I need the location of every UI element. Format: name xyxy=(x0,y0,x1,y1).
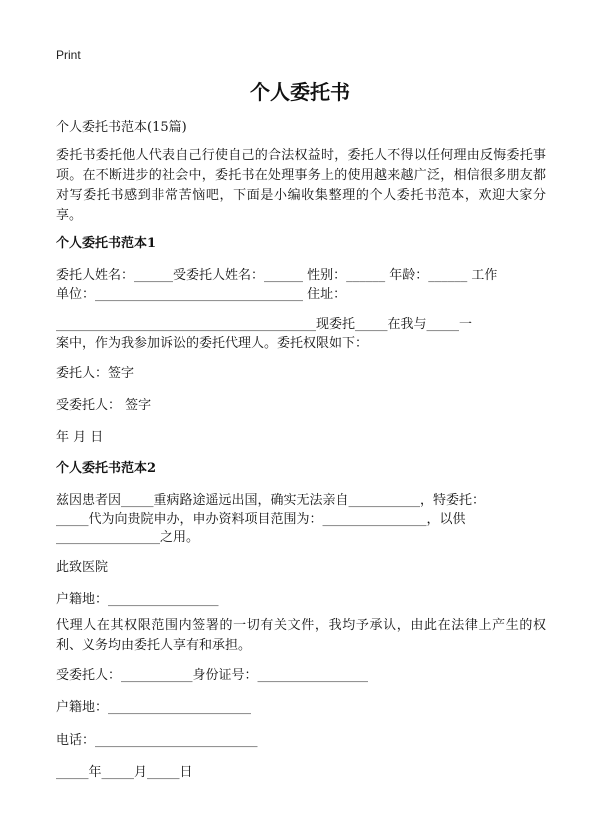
print-link[interactable]: Print xyxy=(56,48,81,62)
sample2-line1: 兹因患者因_____重病路途遥远出国，确实无法亲自___________，特委托： xyxy=(56,493,486,508)
sample2-domicile: 户籍地：_________________ xyxy=(56,592,219,607)
sample2-heading: 个人委托书范本2 xyxy=(56,461,157,476)
sample1-line3: ________________________________________现委托_____在我与_____一 xyxy=(56,317,473,332)
sample2-line2: _____代为向贵院申办，申办资料项目范围为：________________，以供 xyxy=(56,512,466,527)
sample1-line1: 委托人姓名：______受委托人姓名：______ 性别：______ 年龄：______ 工作 xyxy=(56,268,498,283)
sample1-line4: 案中，作为我参加诉讼的委托代理人。委托权限如下： xyxy=(56,336,369,351)
sample2-phone: 电话：_________________________ xyxy=(56,733,258,748)
sample1-heading: 个人委托书范本1 xyxy=(56,236,157,251)
sample2-line3: ________________之用。 xyxy=(56,530,200,545)
sample1-date: 年 月 日 xyxy=(56,430,104,445)
sample2-agent-line: 受委托人：___________身份证号：_________________ xyxy=(56,668,369,683)
sample1-line2: 单位：________________________________ 住址： xyxy=(56,287,347,302)
sample2-body: 代理人在其权限范围内签署的一切有关文件，我均予承认，由此在法律上产生的权利、义务均由委托人享有和承担。 xyxy=(56,618,546,653)
sample2-date: _____年_____月_____日 xyxy=(56,765,193,780)
sample1-agent: 受委托人： 签字 xyxy=(56,398,152,413)
page-title: 个人委托书 xyxy=(250,80,350,104)
sample1-principal: 委托人：签字 xyxy=(56,366,135,381)
sample2-domicile2: 户籍地：______________________ xyxy=(56,700,252,715)
sample2-hospital: 此致医院 xyxy=(56,560,109,575)
document-subtitle: 个人委托书范本(15篇) xyxy=(56,120,187,135)
intro-paragraph: 委托书委托他人代表自己行使自己的合法权益时，委托人不得以任何理由反悔委托事项。在不断进步的社会中，委托书在处理事务上的使用越来越广泛，相信很多朋友都对写委托书感到非常苦恼吧，下面是小编收集整理的个人委托书范本，欢迎大家分享。 xyxy=(56,148,546,223)
